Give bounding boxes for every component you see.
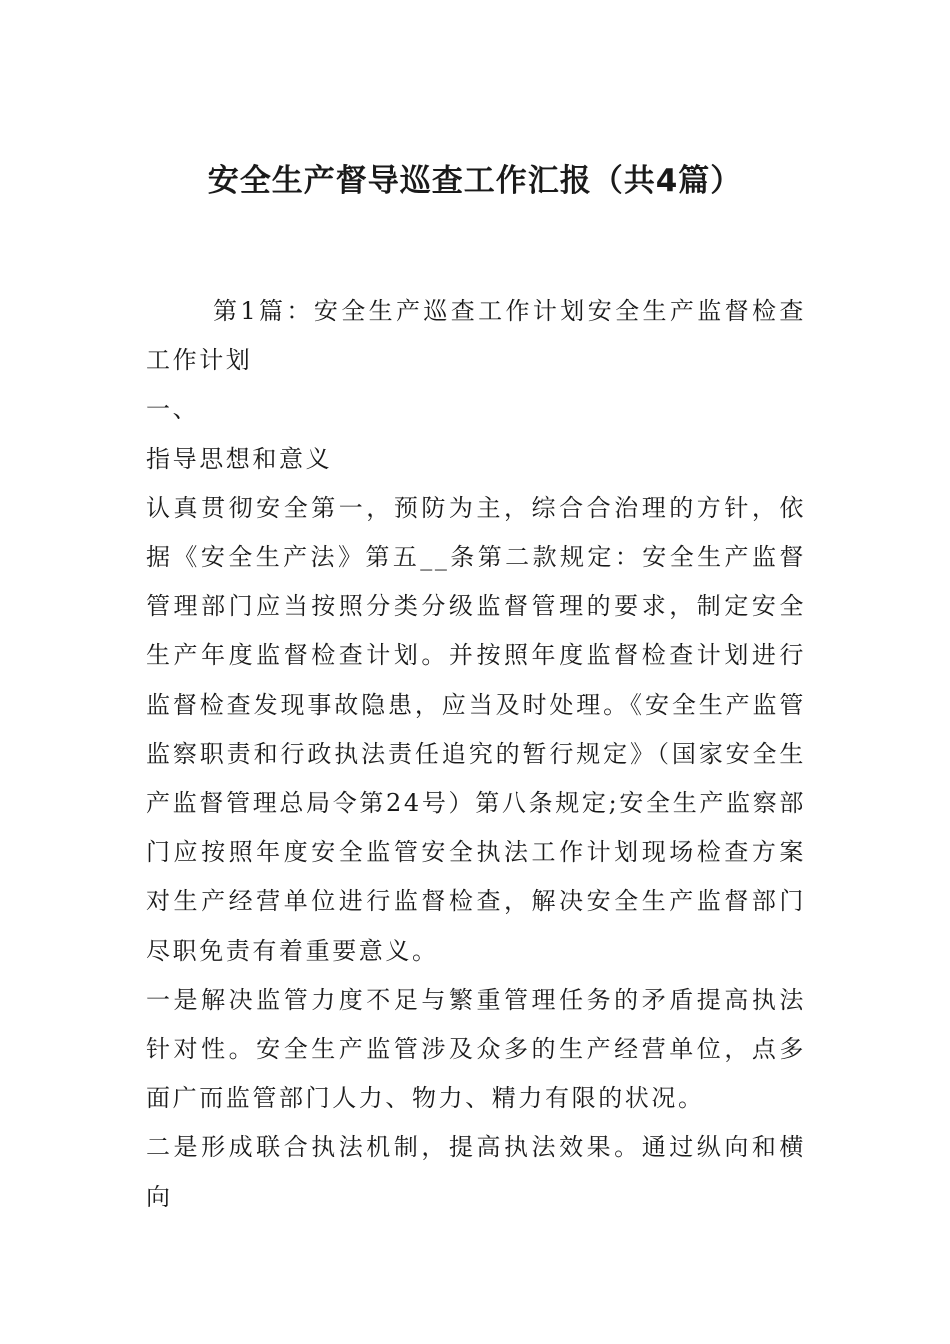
section-number: 一、 xyxy=(146,395,200,424)
body-paragraph: 一是解决监管力度不足与繁重管理任务的矛盾提高执法针对性。安全生产监管涉及众多的生产经营单位，点多面广而监管部门人力、物力、精力有限的状况。 xyxy=(146,985,806,1113)
document-body xyxy=(146,287,806,1222)
subsection-heading: 指导思想和意义 xyxy=(146,444,333,473)
body-paragraph: 认真贯彻安全第一，预防为主，综合合治理的方针，依据《安全生产法》第五__条第二款规定：安全生产监督管理部门应当按照分类分级监督管理的要求，制定安全生产年度监督检查计划。并按照年度监督检查计划进行监督检查发现事故隐患，应当及时处理。《安全生产监管监察职责和行政执法责任追究的暂行规定》（国家安全生产监督管理总局令第24号）第八条规定;安全生产监察部门应按照年度安全监管安全执法工作计划现场检查方案对生产经营单位进行监督检查，解决安全生产监督部门尽职免责有着重要意义。 xyxy=(146,493,806,965)
body-paragraph: 二是形成联合执法机制，提高执法效果。通过纵向和横向 xyxy=(146,1133,806,1211)
section-heading: 第1篇：安全生产巡查工作计划安全生产监督检查工作计划 xyxy=(146,297,806,375)
document-title: 安全生产督导巡查工作汇报（共4篇） xyxy=(207,163,743,199)
